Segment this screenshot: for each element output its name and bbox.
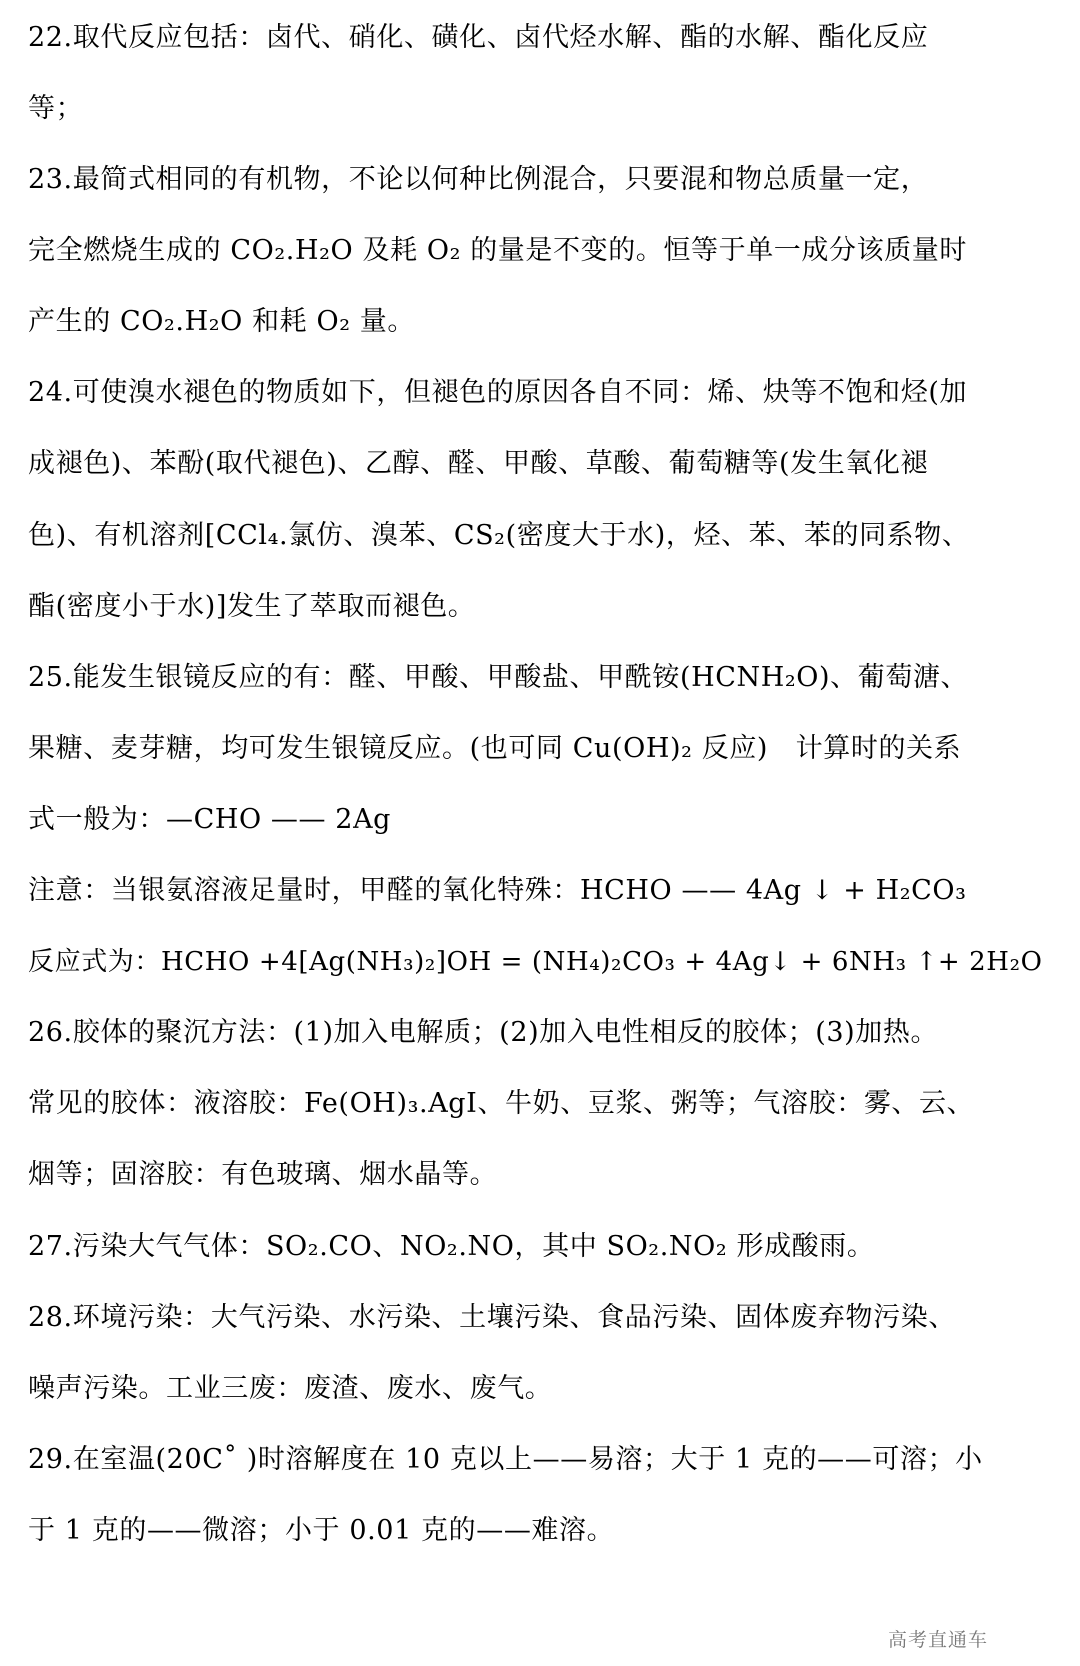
text-line: 果糖、麦芽糖，均可发生银镜反应。(也可同 Cu(OH)₂ 反应) 计算时的关系 bbox=[28, 733, 962, 764]
text-line: 常见的胶体：液溶胶：Fe(OH)₃.AgI、牛奶、豆浆、粥等；气溶胶：雾、云、 bbox=[28, 1088, 975, 1119]
text-line: 25.能发生银镜反应的有：醛、甲酸、甲酸盐、甲酰铵(HCNH₂O)、葡萄溏、 bbox=[28, 662, 969, 693]
text-line: 酯(密度小于水)]发生了萃取而褪色。 bbox=[28, 591, 476, 622]
text-line: 注意：当银氨溶液足量时，甲醛的氧化特殊：HCHO —— 4Ag ↓ + H₂CO₃ bbox=[28, 875, 967, 906]
text-line: 色)、有机溶剂[CCl₄.氯仿、溴苯、CS₂(密度大于水)，烃、苯、苯的同系物、 bbox=[28, 520, 970, 551]
text-line: 29.在室温(20C˚ )时溶解度在 10 克以上——易溶；大于 1 克的——可溶；小 bbox=[28, 1444, 983, 1475]
text-line: 产生的 CO₂.H₂O 和耗 O₂ 量。 bbox=[28, 306, 415, 337]
text-line: 22.取代反应包括：卤代、硝化、磺化、卤代烃水解、酯的水解、酯化反应 bbox=[28, 22, 929, 53]
text-line: 27.污染大气气体：SO₂.CO、NO₂.NO，其中 SO₂.NO₂ 形成酸雨。 bbox=[28, 1231, 875, 1262]
watermark: 高考直通车 bbox=[887, 1629, 988, 1651]
text-line: 28.环境污染：大气污染、水污染、土壤污染、食品污染、固体废弃物污染、 bbox=[28, 1302, 956, 1333]
text-line: 噪声污染。工业三废：废渣、废水、废气。 bbox=[28, 1373, 553, 1404]
text-line: 26.胶体的聚沉方法：(1)加入电解质；(2)加入电性相反的胶体；(3)加热。 bbox=[28, 1017, 939, 1048]
text-line: 成褪色)、苯酚(取代褪色)、乙醇、醛、甲酸、草酸、葡萄糖等(发生氧化褪 bbox=[28, 448, 929, 479]
text-line: 于 1 克的——微溶；小于 0.01 克的——难溶。 bbox=[28, 1515, 615, 1546]
text-line: 24.可使溴水褪色的物质如下，但褪色的原因各自不同：烯、炔等不饱和烃(加 bbox=[28, 377, 968, 408]
text-line: 式一般为：—CHO —— 2Ag bbox=[28, 804, 392, 835]
text-line: 等； bbox=[28, 93, 84, 124]
text-line: 烟等；固溶胶：有色玻璃、烟水晶等。 bbox=[28, 1159, 498, 1190]
text-line: 23.最简式相同的有机物，不论以何种比例混合，只要混和物总质量一定， bbox=[28, 164, 929, 195]
text-line: 完全燃烧生成的 CO₂.H₂O 及耗 O₂ 的量是不变的。恒等于单一成分该质量时 bbox=[28, 235, 967, 266]
text-line: 反应式为：HCHO +4[Ag(NH₃)₂]OH = (NH₄)₂CO₃ + 4Ag↓ + 6NH₃ ↑+ 2H₂O bbox=[28, 947, 1043, 977]
